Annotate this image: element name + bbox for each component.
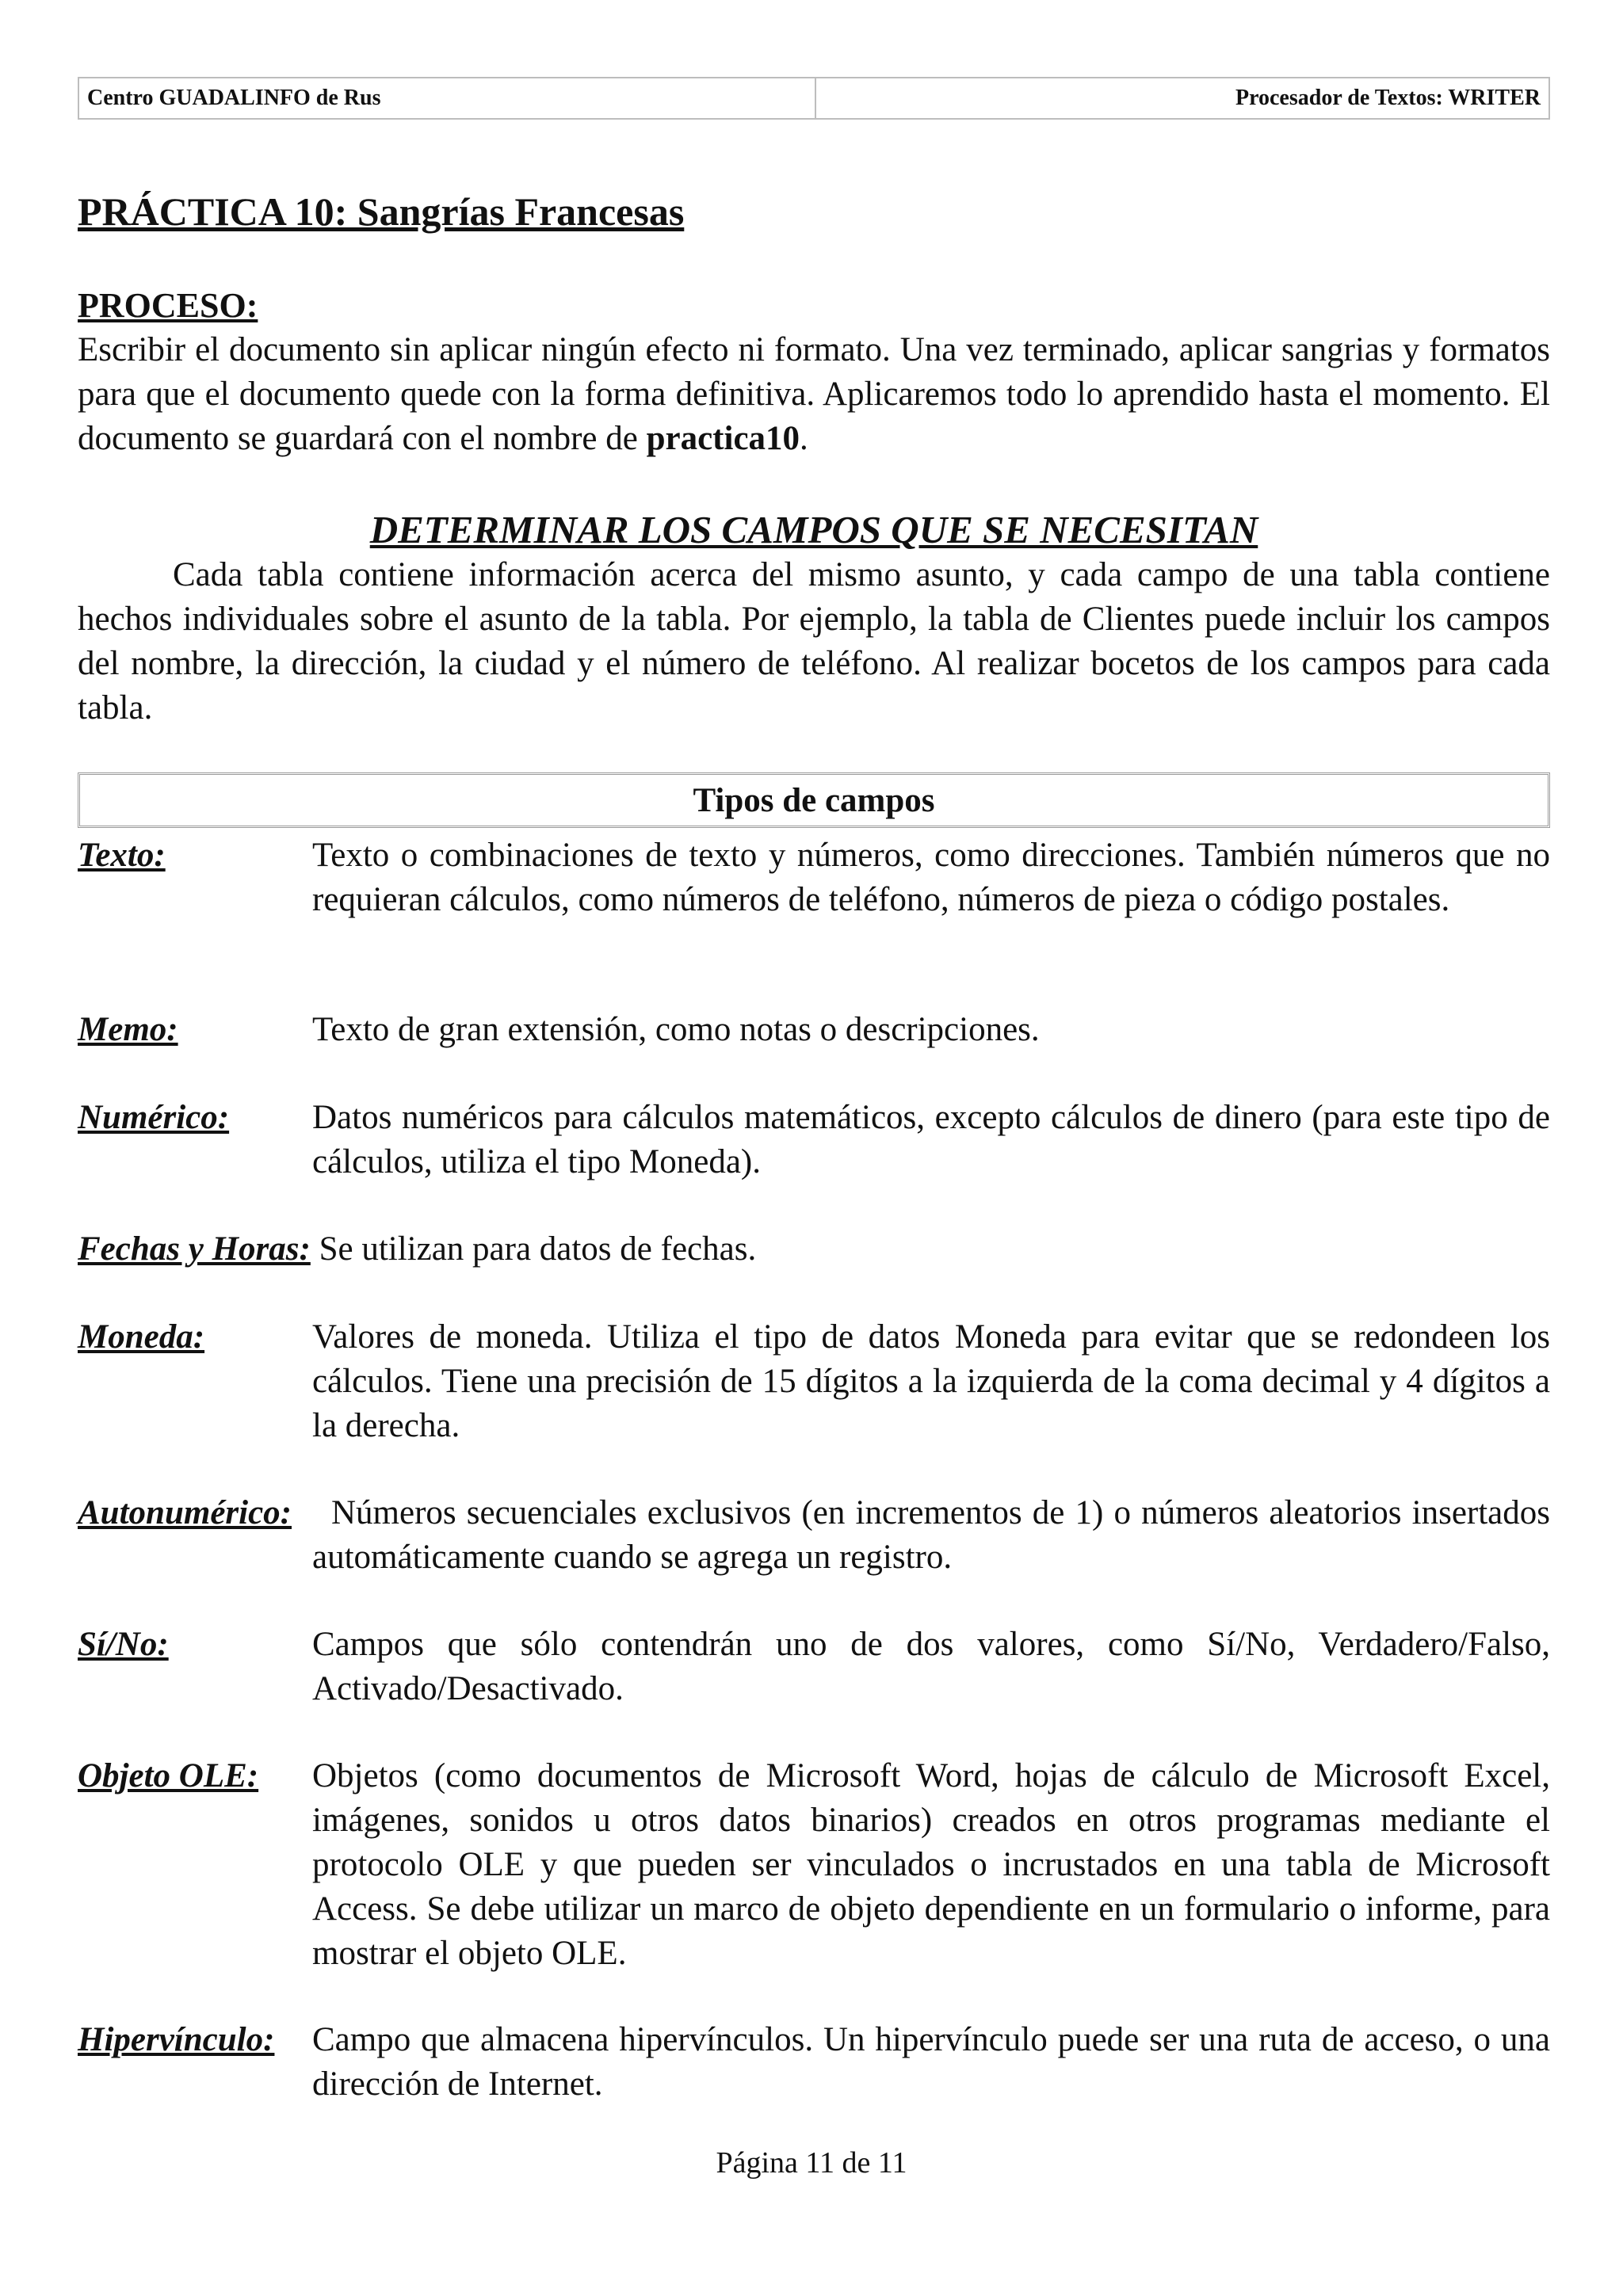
field-definition: Texto de gran extensión, como notas o descripciones.	[312, 1011, 1040, 1048]
process-text: Escribir el documento sin aplicar ningún efecto ni formato. Una vez terminado, aplicar sangrias y formatos para que el documento quede con la forma definitiva. Aplicaremos todo lo aprendido hasta el momento. El documento se guardará con el nombre de	[78, 331, 1550, 457]
field-entry-hipervinculo	[78, 2018, 1550, 2107]
field-term: Autonumérico:	[78, 1494, 292, 1531]
field-definition: Se utilizan para datos de fechas.	[319, 1230, 757, 1268]
field-term: Numérico:	[78, 1099, 230, 1136]
field-term: Hipervínculo:	[78, 2021, 275, 2058]
section-heading: DETERMINAR LOS CAMPOS QUE SE NECESITAN	[369, 508, 1258, 551]
field-term: Sí/No:	[78, 1626, 169, 1663]
process-label: PROCESO:	[78, 286, 258, 325]
field-definition: Valores de moneda. Utiliza el tipo de datos Moneda para evitar que se redondeen los cálculos. Tiene una precisión de 15 dígitos a la izquierda de la coma decimal y 4 dígitos a la derecha.	[312, 1318, 1550, 1444]
field-entry-autonumerico	[78, 1491, 1550, 1580]
page-title: PRÁCTICA 10: Sangrías Francesas	[78, 189, 685, 234]
process-filename: practica10	[646, 420, 800, 457]
field-entry-texto	[78, 833, 1550, 922]
fields-table-title: Tipos de campos	[78, 772, 1550, 828]
field-definition: Datos numéricos para cálculos matemáticos, excepto cálculos de dinero (para este tipo de cálculos, utiliza el tipo Moneda).	[312, 1099, 1550, 1180]
section-body: Cada tabla contiene información acerca del mismo asunto, y cada campo de una tabla contiene hechos individuales sobre el asunto de la tabla. Por ejemplo, la tabla de Clientes puede incluir los campos del nombre, la dirección, la ciudad y el número de teléfono. Al realizar bocetos de los campos para cada tabla.	[78, 556, 1550, 727]
header-left-cell: Centro GUADALINFO de Rus	[79, 78, 816, 118]
field-entry-si-no	[78, 1623, 1550, 1711]
page-footer: Página 11 de 11	[716, 2146, 907, 2180]
field-entry-memo	[78, 1008, 1550, 1052]
field-term: Moneda:	[78, 1318, 205, 1356]
field-definition: Texto o combinaciones de texto y números, como direcciones. También números que no requieran cálculos, como números de teléfono, números de pieza o código postales.	[312, 837, 1550, 918]
field-entry-numerico	[78, 1096, 1550, 1184]
page-header-table	[78, 77, 1550, 120]
process-text-end: .	[800, 420, 808, 457]
header-right-cell: Procesador de Textos: WRITER	[1235, 86, 1541, 110]
field-definition: Objetos (como documentos de Microsoft Word, hojas de cálculo de Microsoft Excel, imágenes, sonidos u otros datos binarios) creados en otros programas mediante el protocolo OLE y que pueden ser vinculados o incrustados en una tabla de Microsoft Access. Se debe utilizar un marco de objeto dependiente en un formulario o informe, para mostrar el objeto OLE.	[312, 1757, 1550, 1972]
field-term: Memo:	[78, 1011, 178, 1048]
process-paragraph	[78, 328, 1550, 461]
field-definition: Campo que almacena hipervínculos. Un hipervínculo puede ser una ruta de acceso, o una dirección de Internet.	[312, 2021, 1550, 2103]
field-definition: Números secuenciales exclusivos (en incrementos de 1) o números aleatorios insertados automáticamente cuando se agrega un registro.	[312, 1494, 1550, 1576]
field-entry-objeto-ole	[78, 1754, 1550, 1976]
field-entry-moneda	[78, 1315, 1550, 1448]
field-term: Texto:	[78, 837, 166, 874]
field-entry-fechas	[78, 1227, 1550, 1272]
field-term: Fechas y Horas:	[78, 1230, 311, 1268]
field-definition: Campos que sólo contendrán uno de dos valores, como Sí/No, Verdadero/Falso, Activado/Desactivado.	[312, 1626, 1550, 1707]
field-term: Objeto OLE:	[78, 1757, 259, 1794]
